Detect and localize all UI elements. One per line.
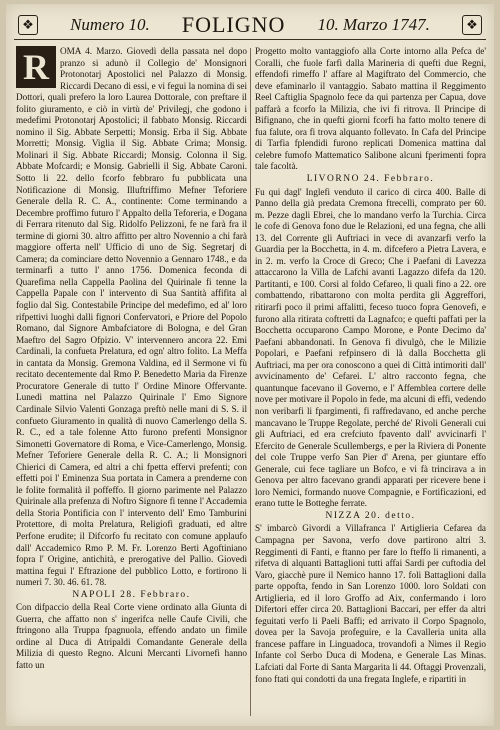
article-napoli-cont: Progetto molto vantaggiofo alla Corte intorno alla Pefca de' Coralli, che fuole farfi dalla Marineria di quefti due Regni, effendofi rimeffo l' affare al Magiftrato del Commercio, che deve efaminarlo il vantaggio. Sabato mattina il Reggimento Reel Caftiglia Spagnolo fece da qui partenza per Capua, dove paffarà a fcorfo la Milizia, che ivi fi ritrova. Il Principe di Bifignano, che in quefti giorni fcorfi ha fatto molto tenere di fua falute, ora fi trova alquanto follevato. In Cafa del Principe di Tarfia fplendidi furono replicati Domenica mattina dal celebre fumofo Mattematico Salibone alcuni fperimenti fopra tale facoltà. [255, 46, 486, 172]
article-livorno: Fu qui dagl' Inglefi venduto il carico di circa 400. Balle di Panno della già predata Cremona ftrecelli, comprato per 60. m. Pezze dagli Ebrei, che lo mandano verfo la Turchia. Circa le cofe di Genova fono due le Relazioni, ed una fegna, che alli 13. del Corrente gli Auftriaci in vece di avanzarfi verfo la Guardia per la Bocchetta, in 4. m. difcefero a Pietra Lavera, e in 2. m. verfo la Croce di Greco; Che i Paefani di Lavezza attaccarono la Villa de Lafchi avanti Lagazzo difefa da 120. Partitanti, e 100. Corsi al foldo Cefareo, li quali fino a 22. ore combattendo, ribattarono con molta perdita gli Aggreffori, ritirarfi poco il primi affalitti, feceso tuoco fopra Genovefi, e furono alla ritirata coftretti da Lagnafco; e quefti paffati per la Bocchetta occuparono Campo Morone, e Ponte Decimo da' Paefani abbandonati. In Genova fi divulgò, che le Milizie Popolari, e Paefani refpinsero di là dalla Bocchetta gli Auftriaci, ma per ora conoscono a quei di Città intimoriti dall' avvicinamento de' Cefarei. L' altro racconto fegna, che quantunque facevano il Governo, e l' Affemblea cortere delle nove per motivare il Popolo in fede, ma alcuni di effi, vedendo non veribarfi li fpargimenti, fi raffredavano, ed anche perche mancavano le Truppe Regolate, perché de' Rivoli Generali cui gli Auftriaci, ed era crefciuto fpavento dall' avvicinarfi l' Efercito de Generale Scullembergs, e per la Riviera di Ponente del cole Truppe verfo San Pier d' Arena, per giuntare effo Generale, cui fece tagliare un Bofco, e vi fà trincirava a in Genova per altro facevano grandi apparati per ricevere bene i loro Nemici, formando nuove Compagnie, e Fortificazioni, ed erano tutte le Botteghe ferrate. [255, 186, 486, 509]
article-rome: OMA 4. Marzo. Giovedì della passata nel dopo pranzo si adunò il Collegio de' Monsignori Protonotarj Apostolici nel Palazzo di Monsig. Riccardi Decano di essi, e vi fegui la nomina di sei Dottori, quali prefero la loro Laurea Dottorale, con preftare il folito giuramento, e ciò in virtù de' Privilegj, che godono i medefimi Protonotarj Apostolici; il fabbato Monsig. Riccardi nomino il Sig. Abbate Serpetti; Monsig. Erba il Sig. Abbate Morretti; Monsig. Viglia il Sig. Abbate Crima; Monsig. Molinari il Sig. Abbate Riccardi; Monsig. Colonna il Sig. Abbate Mofcardi; e Monsig. Gabrielli il Sig. Abbate Caroni. Sotto li 22. dello fcorfo febbraro fu pubblicata una Notificazione di Monsig. Illuftriffimo Mefner Teforiere Generale della R. C. A., continente: Come terminando a Decembre proffimo futuro l' Appalto della Teforeria, e Dogana di Ferrara ritenuto dal Sig. Ridolfo Pelizzoni, fe ne farà fra il termine di giorni 30. altro affitto per altro Novennio a chi farà maggiore offerta nell' Ufficio di uno de Sig. Segretarj di Camera; da cominciare detto Novennio a Gennaro 1748., e da terminarfi a tutto l' anno 1756. Domenica feconda di Quarefima nella Cappella Paolina del Quirinale fi tenne la Cappella Papale con l' intervento di Sua Santità affifita al foglio dal Sig. Contestabile Principe del medefimo, ed al' loro rifpettivi luoghi dalli fignori Confervatori, e Priore del Popolo Romano, dal Signore Ambafciatore di Bologna, e del Gran Maeftro del Sagro Ofpizio. V' intervennero ancora 22. Emi Cardinali, la confueta Prelatura, ed ogn' altro folito. La Meffa in cantata da Monsig. Gremona Valdina, ed il Sermone vi fù recitato decentemente dal Rmo P. Benedetto Maria da Firenze Procuratore Generale di tutto l' Ordine Minore Offervante. Lunedì mattina nel Palazzo Quirinale l' Emo Signore Cardinale Silvio Valenti Gonzaga preftò nelle mani di S. S. il confueto Giuramento in qualità di nuovo Camerlengo della S. R. C., ed a tale folenne Atto furono prefenti Monsignor Simonetti Governatore di Roma, e Vice-Camerlengo, Monsig. Mefner Teforiere Generale della R. C. A.; li Monsignori Chierici di Camera, ed altri a chi fpetta effervi prefenti; con effetti poi l' Eminenza Sua portata in Camera a prenderne con le folite formalità il poffeffo. Il giorno parimente nel Palazzo Quirinale alla prefenza di Noftro Signore fi tenne l' Accademia della Storia Pontificia con l' intervento dell' Emo Tamburini Protettore, di molta Prelatura, Religiofi graduati, ed altre Perfone erudite; il Difcorfo fu recitato con comune applaufo dall' Accademico Rmo P. M. Fr. Lorenzo Berti Agoftiniano fopra l' Origine, antichità, e prerogative del Pallio. Giovedì mattina fegui l' Eftrazione del pubblico Lotto, e fortirono li numeri 7. 30. 46. 61. 78. [16, 46, 247, 588]
heading-napoli: NAPOLI 28. Febbraro. [72, 589, 191, 600]
article-nizza: S' imbarcò Givordi a Villafranca l' Artiglieria Cefarea da Campagna per Savona, verfo dove partirono altri 3. Reggimenti di Fanti, e ftanno per fare lo fteffo li rimanenti, a rifetva di alquanti Battaglioni tutti affai Sardi per cuftodia del Varo, giacchè pure il Nemico hanno 17. foli Battaglioni dalla parte oppofta, fendo in San Lorenzo 1000. loro Soldati con Artiglieria, ed il loro Groffo ad Aix, confermando i loro Difertori effer circa 20. Battaglioni Baccari, per effer da altri feguitati verfo li Paeli Baffi; ed arrivato il Corpo Spagnolo, dovea per la Savoja profeguire, e la Cavalleria unita alla francese paffare in Linguadoca, trovandofi a Nimes il Regio Infante col Serbo Duca di Modena, e Generale Las Minas. Lafciati dal Forte di Santa Margarita li 44. Oftaggi Provenzali, fono ftati qui condotti da una fregata Inglefe, e ripartiti in [255, 523, 486, 684]
heading-livorno: LIVORNO 24. Febbraro. [306, 174, 435, 185]
masthead [14, 10, 486, 40]
masthead-town: FOLIGNO [181, 11, 286, 37]
issue-date: 10. Marzo 1747. [317, 14, 430, 34]
heading-nizza: NIZZA 20. detto. [325, 510, 416, 521]
dropcap-letter: R [16, 46, 56, 88]
article-napoli: Con difpaccio della Real Corte viene ordinato alla Giunta di Guerra, che affatto non s' ingerifca nelle Caufe Civili, che ftringono alla Truppa fpagnuola, effendo andato un fimile ordine al Duca di Atripaldi Comandante Generale della Milizia di questo Regno. Alcuni Mercanti Livornefi hanno fatto un [16, 602, 247, 670]
newspaper-page [6, 4, 494, 726]
right-column [255, 46, 486, 720]
ornament-right-icon: ❖ [462, 15, 482, 35]
ornament-left-icon: ❖ [18, 15, 38, 35]
left-column [16, 46, 247, 720]
column-divider [250, 48, 251, 716]
issue-number: Numero 10. [70, 14, 150, 34]
